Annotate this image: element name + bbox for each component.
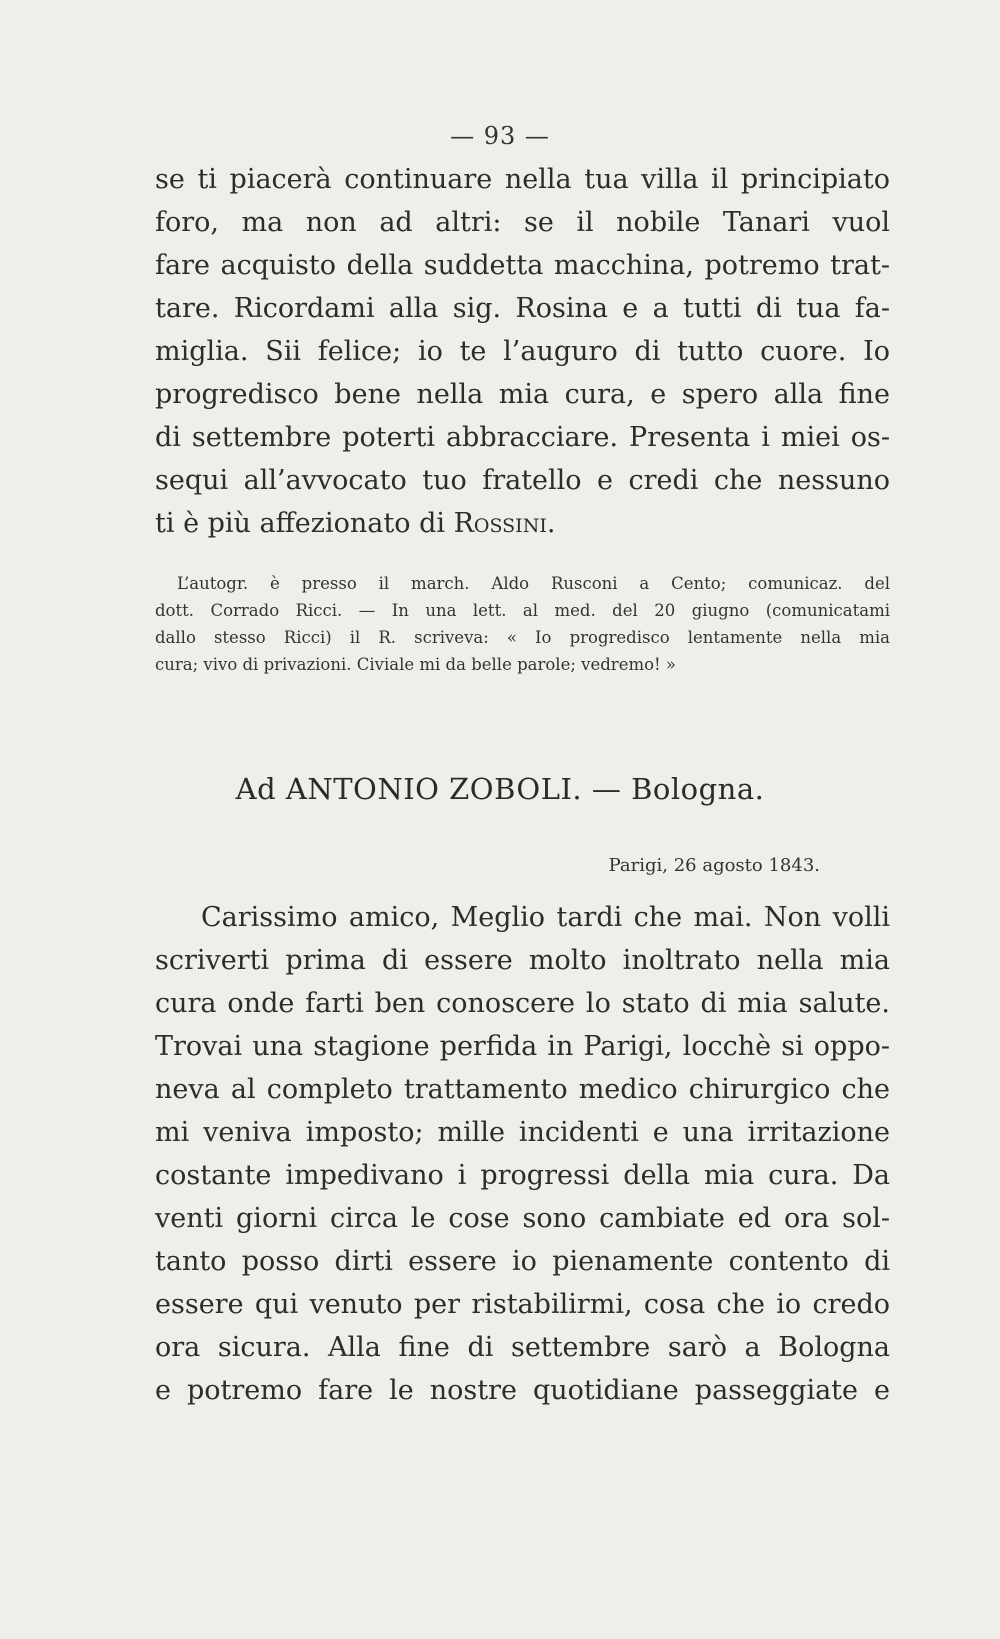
signature: Rossini. bbox=[453, 508, 556, 539]
text-line: di settembre poterti abbracciare. Presenta i miei os- bbox=[155, 422, 890, 453]
text-line: mi veniva imposto; mille incidenti e una irritazione bbox=[155, 1117, 890, 1148]
text-line: essere qui venuto per ristabilirmi, cosa che io credo bbox=[155, 1289, 890, 1320]
text-line-closing bbox=[155, 502, 890, 545]
text-line: costante impedivano i progressi della mia cura. Da bbox=[155, 1160, 890, 1191]
note-line: L’autogr. è presso il march. Aldo Rusconi a Cento; comunicaz. del bbox=[177, 574, 890, 593]
text-line: foro, ma non ad altri: se il nobile Tanari vuol bbox=[155, 207, 890, 238]
text-line: se ti piacerà continuare nella tua villa il principiato bbox=[155, 164, 890, 195]
text-line: neva al completo trattamento medico chirurgico che bbox=[155, 1074, 890, 1105]
text-line: ora sicura. Alla fine di settembre sarò a Bologna bbox=[155, 1332, 890, 1363]
text-line: scriverti prima di essere molto inoltrato nella mia bbox=[155, 945, 890, 976]
text-line: cura onde farti ben conoscere lo stato di mia salute. bbox=[155, 988, 890, 1019]
text-line: miglia. Sii felice; io te l’auguro di tutto cuore. Io bbox=[155, 336, 890, 367]
page-number: — 93 — bbox=[450, 122, 550, 150]
note-line: dallo stesso Ricci) il R. scriveva: « Io progredisco lentamente nella mia bbox=[155, 628, 890, 647]
text-line: tare. Ricordami alla sig. Rosina e a tutti di tua fa- bbox=[155, 293, 890, 324]
text-line: Trovai una stagione perfida in Parigi, locchè si oppo- bbox=[155, 1031, 890, 1062]
text-line: Carissimo amico, Meglio tardi che mai. Non volli bbox=[201, 902, 890, 933]
letter-continuation bbox=[155, 158, 890, 545]
note-line: cura; vivo di privazioni. Civiale mi da belle parole; vedremo! » bbox=[155, 655, 677, 674]
text-line: progredisco bene nella mia cura, e spero alla fine bbox=[155, 379, 890, 410]
text-line: fare acquisto della suddetta macchina, potremo trat- bbox=[155, 250, 890, 281]
letter-heading: Ad ANTONIO ZOBOLI. — Bologna. bbox=[235, 772, 765, 806]
letter-dateline: Parigi, 26 agosto 1843. bbox=[608, 855, 820, 876]
editorial-note bbox=[155, 570, 890, 678]
text-line: venti giorni circa le cose sono cambiate ed ora sol- bbox=[155, 1203, 890, 1234]
text-line: sequi all’avvocato tuo fratello e credi che nessuno bbox=[155, 465, 890, 496]
text-line: e potremo fare le nostre quotidiane passeggiate e bbox=[155, 1375, 890, 1406]
text-line: tanto posso dirti essere io pienamente contento di bbox=[155, 1246, 890, 1277]
note-line: dott. Corrado Ricci. — In una lett. al med. del 20 giugno (comunicatami bbox=[155, 601, 890, 620]
closing-text: ti è più affezionato di bbox=[155, 508, 454, 539]
letter-body bbox=[155, 896, 890, 1412]
